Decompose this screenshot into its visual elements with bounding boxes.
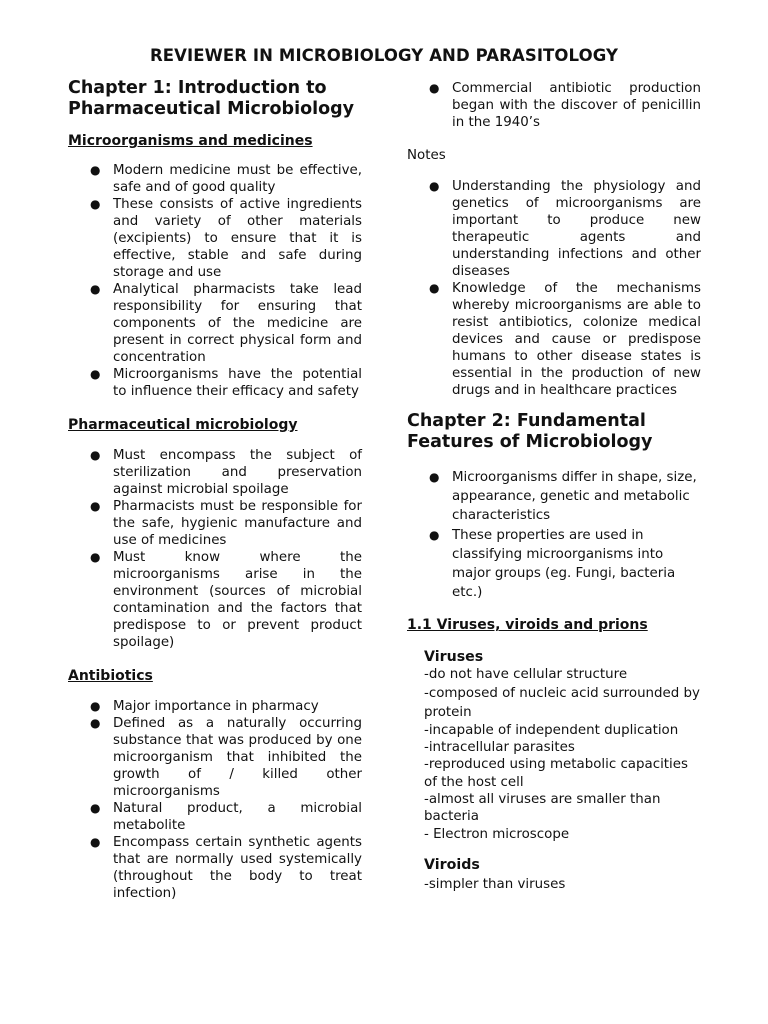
- virus-fact-line: - Electron microscope: [424, 826, 570, 842]
- bullet-icon: ●: [90, 282, 101, 296]
- list-item: ● Must know where the microorganisms arise in the environment (sources of microbial contamination and the factors that predispose to or prevent product spoilage): [90, 550, 362, 650]
- bullet-icon: ●: [90, 699, 101, 713]
- viruses-heading: Viruses: [424, 649, 484, 666]
- list-item: ● Modern medicine must be effective, safe and of good quality: [90, 163, 362, 195]
- virus-fact-line: -composed of nucleic acid surrounded by protein: [424, 685, 700, 720]
- bullet-icon: ●: [429, 470, 440, 484]
- bullet-icon: ●: [90, 197, 101, 211]
- list-item: ● Encompass certain synthetic agents that are normally used systemically (throughout the body to treat infection): [90, 835, 362, 901]
- list-item: ● Must encompass the subject of sterilization and preservation against microbial spoilage: [90, 448, 362, 497]
- document-title: REVIEWER IN MICROBIOLOGY AND PARASITOLOGY: [149, 46, 619, 65]
- list-item: ● Understanding the physiology and genetics of microorganisms are important to produce new therapeutic agents and understanding infections and other diseases: [429, 179, 701, 279]
- list-item: ● Microorganisms have the potential to influence their efficacy and safety: [90, 367, 362, 399]
- section-heading-microorganisms-and-medicines: Microorganisms and medicines: [68, 133, 313, 149]
- virus-fact-line: -almost all viruses are smaller than bacteria: [424, 791, 661, 825]
- bullet-icon: ●: [90, 163, 101, 177]
- bullet-icon: ●: [90, 367, 101, 381]
- section-heading-viruses-viroids-prions: 1.1 Viruses, viroids and prions: [407, 617, 648, 634]
- virus-fact-line: -reproduced using metabolic capacities of the host cell: [424, 757, 688, 790]
- list-item: ● Knowledge of the mechanisms whereby microorganisms are able to resist antibiotics, colonize medical devices and cause or predispose humans to other disease states is essential in the production of new drugs and in healthcare practices: [429, 281, 701, 398]
- list-item: ● Microorganisms differ in shape, size, appearance, genetic and metabolic characteristics: [429, 470, 697, 524]
- section-heading-antibiotics: Antibiotics: [68, 668, 153, 684]
- virus-fact-line: -do not have cellular structure: [424, 667, 628, 683]
- viroid-fact-line: -simpler than viruses: [424, 876, 566, 892]
- list-item: ● Pharmacists must be responsible for the safe, hygienic manufacture and use of medicines: [90, 499, 362, 548]
- virus-fact-line: -intracellular parasites: [424, 740, 575, 756]
- bullet-list-microorganisms-and-medicines: [68, 162, 362, 400]
- bullet-icon: ●: [90, 499, 101, 513]
- list-item: ● These properties are used in classifying microorganisms into major groups (eg. Fungi, bacteria etc.): [429, 527, 676, 601]
- bullet-icon: ●: [90, 448, 101, 462]
- bullet-list-chapter-2: [407, 468, 701, 602]
- left-column: [68, 78, 362, 902]
- list-item: ● Defined as a naturally occurring substance that was produced by one microorganism that inhibited the growth of / killed other microorganisms: [90, 716, 362, 799]
- bullet-list-pharmaceutical-microbiology: [68, 447, 362, 651]
- bullet-list-antibiotics: [68, 698, 362, 902]
- chapter-1-heading: Chapter 1: Introduction to Pharmaceutical Microbiology: [68, 78, 355, 119]
- bullet-icon: ●: [429, 81, 440, 95]
- bullet-icon: ●: [429, 527, 440, 542]
- chapter-2-heading: Chapter 2: Fundamental Features of Microbiology: [407, 411, 653, 452]
- bullet-icon: ●: [90, 835, 101, 849]
- list-item: ● Major importance in pharmacy: [90, 699, 319, 714]
- list-item: ● These consists of active ingredients and variety of other materials (excipients) to ensure that it is effective, stable and safe during storage and use: [90, 197, 362, 280]
- viroids-heading: Viroids: [424, 856, 480, 873]
- list-item: ● Analytical pharmacists take lead responsibility for ensuring that components of the medicine are present in correct physical form and concentration: [90, 282, 362, 365]
- bullet-icon: ●: [90, 550, 101, 564]
- bullet-list-antibiotics-continued: [407, 80, 701, 131]
- notes-label: Notes: [407, 148, 446, 163]
- bullet-icon: ●: [429, 179, 440, 193]
- bullet-icon: ●: [429, 281, 440, 295]
- section-heading-pharmaceutical-microbiology: Pharmaceutical microbiology: [68, 417, 298, 433]
- list-item: ● Commercial antibiotic production began with the discover of penicillin in the 1940’s: [429, 81, 701, 130]
- right-column: [407, 80, 701, 893]
- bullet-list-notes: [407, 178, 701, 399]
- bullet-icon: ●: [90, 801, 101, 815]
- bullet-icon: ●: [90, 716, 101, 730]
- list-item: ● Natural product, a microbial metabolite: [90, 801, 362, 833]
- viruses-block: [407, 648, 701, 893]
- virus-fact-line: -incapable of independent duplication: [424, 722, 679, 738]
